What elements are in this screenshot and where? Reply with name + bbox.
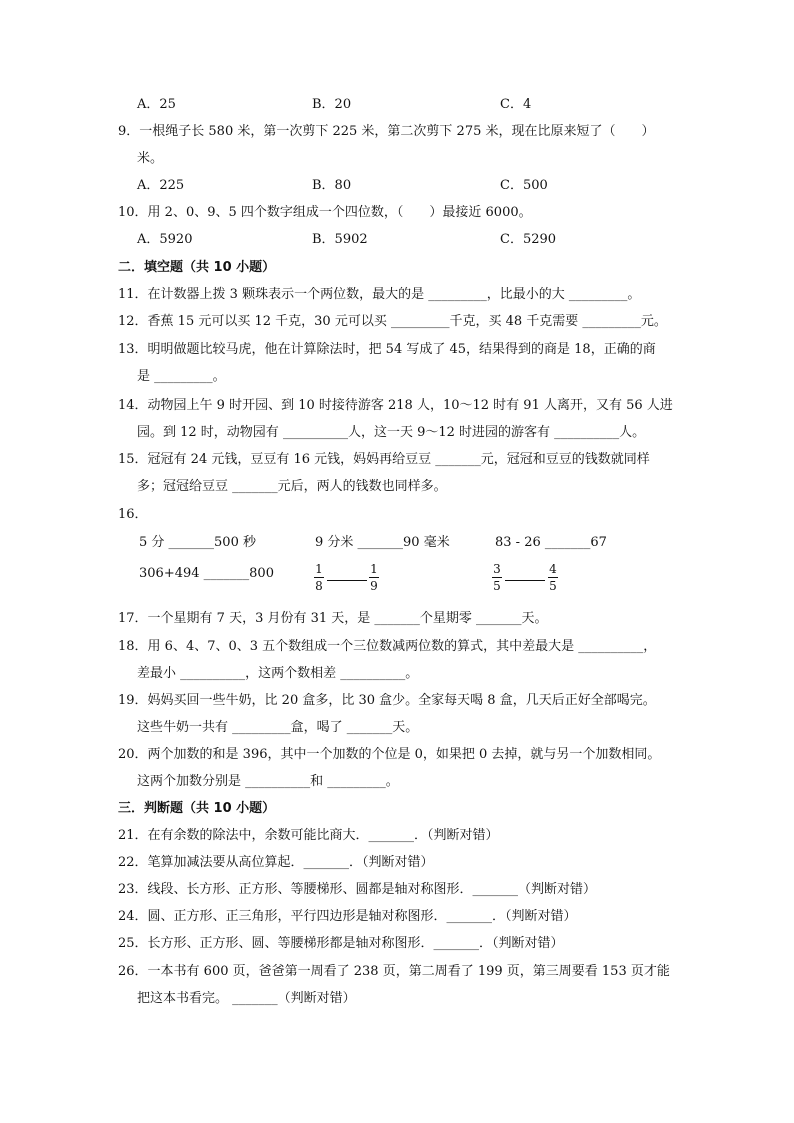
q16-compare-2: 9 分米 _______90 毫米 [315,535,450,550]
q15-text-cont: 多；冠冠给豆豆 _______元后，两人的钱数也同样多。 [137,479,447,494]
fraction-denominator: 9 [370,579,378,593]
q8-option-a: A．25 [137,97,176,112]
q16-compare-1: 5 分 _______500 秒 [139,535,256,550]
q9-text: 9．一根绳子长 580 米，第一次剪下 225 米，第二次剪下 275 米，现在比原来短了（ ） [118,124,655,139]
q25-text: 25．长方形、正方形、圆、等腰梯形都是轴对称图形．_______．（判断对错） [118,936,564,951]
section-heading-true-false: 三．判断题（共 10 小题） [118,801,276,816]
q16-number: 16． [118,507,148,522]
q11-text: 11．在计数器上拨 3 颗珠表示一个两位数，最大的是 _________，比最小的大 _________。 [118,287,641,302]
q9-option-a: A．225 [137,178,185,193]
fraction-denominator: 5 [549,579,557,593]
q20-text: 20．两个加数的和是 396，其中一个加数的个位是 0，如果把 0 去掉，就与另一个加数相同。 [118,747,661,762]
q8-option-c: C．4 [500,97,532,112]
q13-text-cont: 是 _________。 [137,369,226,384]
q23-text: 23．线段、长方形、正方形、等腰梯形、圆都是轴对称图形．_______（判断对错） [118,882,597,897]
q13-text: 13．明明做题比较马虎，他在计算除法时，把 54 写成了 45，结果得到的商是 18，正确的商 [118,342,656,357]
q10-option-b: B．5902 [312,232,368,247]
fraction-numerator: 3 [493,562,501,576]
q26-text: 26．一本书有 600 页，爸爸第一周看了 238 页，第二周看了 199 页，第三周要看 153 页才能 [118,964,670,979]
q9-option-c: C．500 [500,178,548,193]
q16-fraction-2 [369,562,379,593]
q19-text: 19．妈妈买回一些牛奶，比 20 盒多，比 30 盒少。全家每天喝 8 盒，几天后正好全部喝完。 [118,693,656,708]
q10-text: 10．用 2、0、9、5 四个数字组成一个四位数，（ ）最接近 6000。 [118,205,532,220]
q20-text-cont: 这两个加数分别是 __________和 _________。 [137,774,399,789]
q26-text-cont: 把这本书看完。 _______（判断对错） [137,991,356,1006]
q16-answer-blank[interactable] [505,580,545,581]
q9-text-cont: 米。 [137,151,164,166]
q16-answer-blank[interactable] [327,580,367,581]
q16-fraction-3 [492,562,502,593]
fraction-numerator: 1 [370,562,378,576]
q22-text: 22．笔算加减法要从高位算起．_______．（判断对错） [118,855,434,870]
fraction-denominator: 5 [493,579,501,593]
q14-text: 14．动物园上午 9 时开园、到 10 时接待游客 218 人，10～12 时有 91 人离开，又有 56 人进 [118,398,673,413]
q24-text: 24．圆、正方形、正三角形，平行四边形是轴对称图形．_______．（判断对错） [118,909,577,924]
section-heading-fill-in: 二．填空题（共 10 小题） [118,260,276,275]
q15-text: 15．冠冠有 24 元钱，豆豆有 16 元钱，妈妈再给豆豆 _______元，冠冠和豆豆的钱数就同样 [118,452,650,467]
q19-text-cont: 这些牛奶一共有 _________盒，喝了 _______天。 [137,720,419,735]
q21-text: 21．在有余数的除法中，余数可能比商大．_______．（判断对错） [118,828,499,843]
q10-option-a: A．5920 [137,232,193,247]
fraction-denominator: 8 [315,579,323,593]
fraction-numerator: 1 [315,562,323,576]
q12-text: 12．香蕉 15 元可以买 12 千克，30 元可以买 _________千克，买 48 千克需要 _________元。 [118,314,667,329]
q9-option-b: B．80 [312,178,352,193]
q8-option-b: B．20 [312,97,352,112]
q16-fraction-4 [548,562,558,593]
q16-compare-3: 83 - 26 _______67 [495,535,607,550]
fraction-numerator: 4 [549,562,557,576]
q16-compare-4: 306+494 _______800 [139,566,274,581]
q10-option-c: C．5290 [500,232,557,247]
q16-fraction-1 [314,562,324,593]
q18-text-cont: 差最小 __________，这两个数相差 __________。 [137,666,419,681]
q17-text: 17．一个星期有 7 天，3 月份有 31 天，是 _______个星期零 _______天。 [118,611,548,626]
q18-text: 18．用 6、4、7、0、3 五个数组成一个三位数减两位数的算式，其中差最大是 __________， [118,639,657,654]
q14-text-cont: 园。到 12 时，动物园有 __________人，这一天 9～12 时进园的游客有 __________人。 [137,425,646,440]
